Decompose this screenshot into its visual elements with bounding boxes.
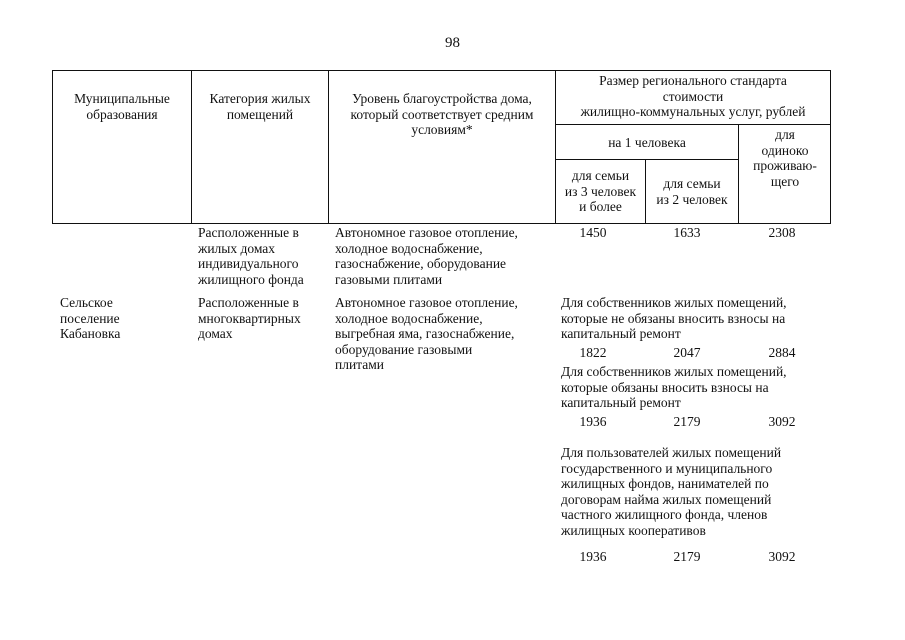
header-standard	[557, 73, 829, 120]
row2-group2-label-line: которые обязаны вносить взносы на	[561, 379, 769, 395]
row2-group2-label-line: Для собственников жилых помещений,	[561, 364, 787, 379]
row2-group1-value-family3: 1822	[579, 345, 607, 360]
municipality-name	[60, 295, 188, 342]
header-standard-divider	[555, 124, 831, 125]
row2-group1-label-line: которые не обязаны вносить взносы на	[561, 310, 786, 326]
header-per-person-divider	[555, 159, 738, 160]
row2-group3-value-family2: 2179	[673, 549, 701, 564]
header-family2-line: для семьи	[663, 176, 721, 191]
row1-value-family3: 1450	[579, 225, 607, 240]
row2-group1-label	[561, 295, 831, 342]
row2-group3-label-line: государственного и муниципального	[561, 460, 773, 476]
row1-category-line: жилых домах	[198, 240, 276, 256]
municipality-line: Кабановка	[60, 326, 121, 341]
row2-category-line: Расположенные в	[198, 295, 299, 310]
header-col-divider-5	[738, 124, 739, 224]
header-single	[740, 127, 830, 189]
row2-group3-label-line: жилищных фондов, нанимателей по	[561, 476, 769, 491]
row2-group2-value-family3: 1936	[579, 414, 607, 429]
page-number: 98	[445, 35, 460, 51]
row1-category	[198, 225, 326, 287]
row1-value-single: 2308	[768, 225, 796, 240]
header-standard-line: стоимости	[662, 88, 724, 104]
header-bottom-border	[52, 223, 831, 224]
row2-category-line: многоквартирных	[198, 310, 301, 326]
row2-group3-label-line: жилищных кооперативов	[561, 522, 706, 538]
header-family2	[646, 176, 738, 207]
row2-group2-label	[561, 364, 831, 411]
row2-category-line: домах	[198, 326, 233, 341]
row2-group3-label-line: договорам найма жилых помещений	[561, 491, 772, 507]
row2-level-line: холодное водоснабжение,	[335, 310, 483, 326]
header-family3-line: и более	[579, 199, 622, 214]
header-single-line: для	[775, 127, 795, 142]
header-col-divider-2	[328, 70, 329, 224]
row2-group2-label-line: капитальный ремонт	[561, 395, 681, 410]
row2-group3-label	[561, 445, 831, 538]
header-per-person: на 1 человека	[608, 135, 686, 150]
row2-level-line: плитами	[335, 357, 385, 372]
row1-level-line: газоснабжение, оборудование	[335, 256, 507, 271]
table-right-border	[830, 70, 831, 224]
row2-level-line: оборудование газовыми	[335, 341, 473, 357]
row1-level-line: холодное водоснабжение,	[335, 240, 483, 256]
header-family3	[556, 168, 645, 215]
header-family3-line: из 3 человек	[564, 183, 637, 199]
row1-level	[335, 225, 555, 287]
header-family2-line: из 2 человек	[656, 191, 728, 207]
header-family3-line: для семьи	[571, 168, 630, 183]
row2-group3-label-line: частного жилищного фонда, членов	[561, 507, 768, 522]
row2-category	[198, 295, 326, 342]
row2-level-line: выгребная яма, газоснабжение,	[335, 326, 515, 341]
row2-group1-label-line: Для собственников жилых помещений,	[561, 295, 787, 310]
table-top-border	[52, 70, 831, 71]
municipality-line: Сельское	[60, 295, 113, 310]
row2-level-line: Автономное газовое отопление,	[335, 295, 518, 310]
municipality-line: поселение	[60, 310, 120, 326]
header-standard-line: Размер регионального стандарта	[599, 73, 787, 88]
row2-group3-value-single: 3092	[768, 549, 796, 564]
header-single-line: щего	[770, 173, 800, 189]
row1-value-family2: 1633	[673, 225, 701, 240]
row2-group1-value-single: 2884	[768, 345, 796, 360]
row2-level	[335, 295, 555, 373]
row1-category-line: жилищного фонда	[198, 271, 304, 287]
row2-group2-value-single: 3092	[768, 414, 796, 429]
row1-category-line: Расположенные в	[198, 225, 299, 240]
row1-level-line: Автономное газовое отопление,	[335, 225, 518, 240]
header-municipal: Муниципальные образования	[74, 91, 170, 122]
header-single-line: проживаю-	[753, 158, 817, 173]
row2-group2-value-family2: 2179	[673, 414, 701, 429]
header-single-line: одиноко	[761, 142, 809, 158]
header-level: Уровень благоустройства дома, который соответствует средним условиям*	[350, 91, 534, 137]
header-col-divider-1	[191, 70, 192, 224]
row2-group1-label-line: капитальный ремонт	[561, 326, 681, 341]
header-category: Категория жилых помещений	[209, 91, 311, 122]
row2-group3-label-line: Для пользователей жилых помещений	[561, 445, 782, 460]
row2-group3-value-family3: 1936	[579, 549, 607, 564]
table-left-border	[52, 70, 53, 224]
row2-group1-value-family2: 2047	[673, 345, 701, 360]
row1-category-line: индивидуального	[198, 256, 299, 271]
header-standard-line: жилищно-коммунальных услуг, рублей	[580, 104, 806, 119]
row1-level-line: газовыми плитами	[335, 271, 443, 287]
